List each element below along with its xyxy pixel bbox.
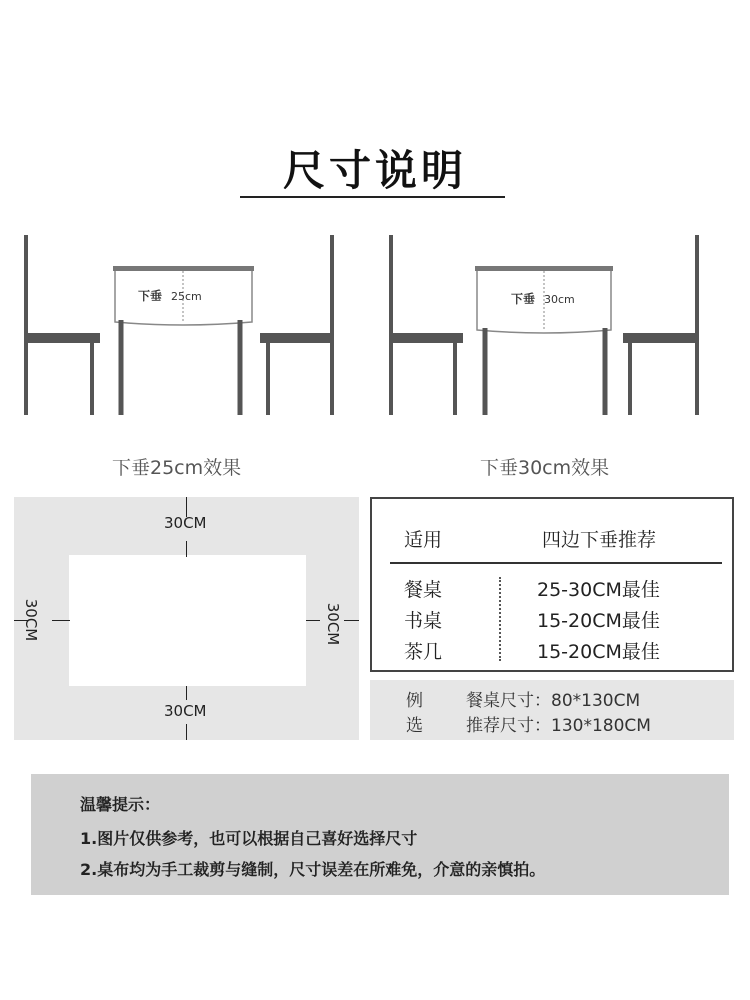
column-divider [499,577,501,661]
header-rule [390,562,722,564]
row-value: 15-20CM最佳 [537,641,660,663]
left-chair-seat [26,333,100,343]
recommendation-table [370,497,734,672]
left-chair [26,235,98,415]
scene-drop-25 [20,230,350,429]
table-top [113,266,254,271]
right-chair-seat [260,333,334,343]
dimension-left: 30CM [22,598,40,642]
scene-caption-30: 下垂30cm效果 [480,457,610,479]
page-title: 尺寸说明 [282,146,467,195]
row-value: 15-20CM最佳 [537,610,660,632]
scene-drop-30 [385,230,715,429]
row-value: 25-30CM最佳 [537,579,660,601]
dimension-right: 30CM [324,602,342,646]
table-top [475,266,613,271]
example-recommend-size: 推荐尺寸：130*180CM [466,716,651,736]
drop-dimension-diagram [14,497,359,740]
drop-label: 下垂 [138,289,163,303]
right-chair-seat [623,333,699,343]
table-chairs-illustration-25 [20,230,350,425]
example-table-size: 餐桌尺寸：80*130CM [466,691,641,711]
example-label-top: 例 [406,691,423,711]
row-type: 餐桌 [404,579,443,601]
tips-panel [31,774,729,895]
header-applicable: 适用 [404,529,443,551]
right-chair [625,235,697,415]
row-type: 茶几 [404,641,443,663]
header-recommended-drop: 四边下垂推荐 [542,529,657,551]
dimension-bottom: 30CM [164,702,207,720]
example-label-bottom: 选 [406,716,423,736]
row-type: 书桌 [404,610,443,632]
tips-title: 温馨提示： [80,795,161,814]
table-area [69,555,306,686]
table-chairs-illustration-30 [385,230,715,425]
dimension-top: 30CM [164,514,207,532]
example-selection [370,680,734,740]
title-underline [240,196,505,198]
tip-item: 2.桌布均为手工裁剪与缝制，尺寸误差在所难免，介意的亲慎拍。 [80,860,546,879]
tip-item: 1.图片仅供参考，也可以根据自己喜好选择尺寸 [80,829,418,848]
scene-caption-25: 下垂25cm效果 [112,457,242,479]
right-chair [264,235,332,415]
drop-value: 25cm [171,290,202,303]
left-chair [391,235,461,415]
drop-value: 30cm [544,293,575,306]
drop-label: 下垂 [511,292,536,306]
left-chair-seat [391,333,463,343]
